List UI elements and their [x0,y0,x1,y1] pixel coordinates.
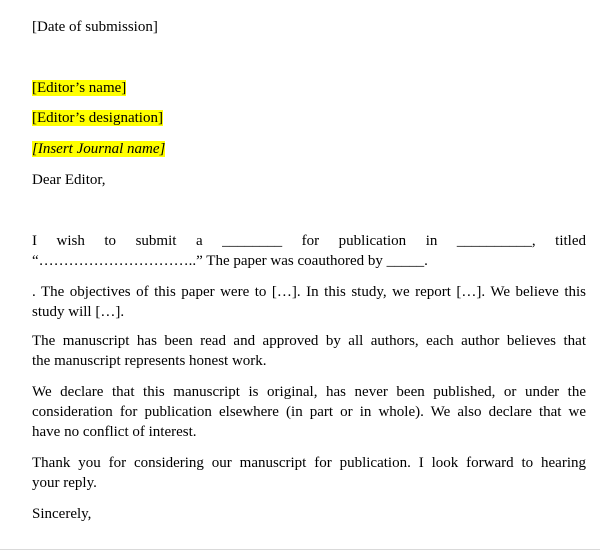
paragraph-submission [32,231,586,271]
editor-designation-highlight: [Editor’s designation] [32,110,163,126]
editor-designation-line [32,109,163,127]
editor-name-line [32,79,126,97]
paragraph-objectives [32,282,586,322]
paragraph-line: . The objectives of this paper were to […]. In this study, we report […]. We believe this [32,284,586,300]
closing-text: Sincerely, [32,506,92,522]
paragraph-line: The manuscript has been read and approved by all authors, each author believes that [32,333,586,349]
salutation [32,171,106,189]
paragraph-approval [32,331,586,371]
paragraph-declaration [32,382,586,442]
paragraph-line: We declare that this manuscript is original, has never been published, or under the [32,384,586,400]
page-edge [0,549,600,550]
date-placeholder [32,18,158,36]
date-text: [Date of submission] [32,19,158,35]
editor-name-highlight: [Editor’s name] [32,80,127,96]
closing [32,505,91,523]
paragraph-line: study will […]. [32,304,125,320]
paragraph-line: the manuscript represents honest work. [32,353,267,369]
paragraph-thanks [32,453,586,493]
salutation-text: Dear Editor, [32,172,106,188]
paragraph-line: “…………………………..” The paper was coauthored by _____. [32,253,428,269]
paragraph-line: have no conflict of interest. [32,424,197,440]
journal-name-line [32,140,165,158]
journal-name-highlight: [Insert Journal name] [32,141,166,157]
paragraph-line: I wish to submit a ________ for publication in __________, titled [32,233,586,249]
paragraph-line: Thank you for considering our manuscript for publication. I look forward to hearing [32,455,586,471]
paragraph-line: consideration for publication elsewhere (in part or in whole). We also declare that we [32,404,586,420]
paragraph-line: your reply. [32,475,97,491]
